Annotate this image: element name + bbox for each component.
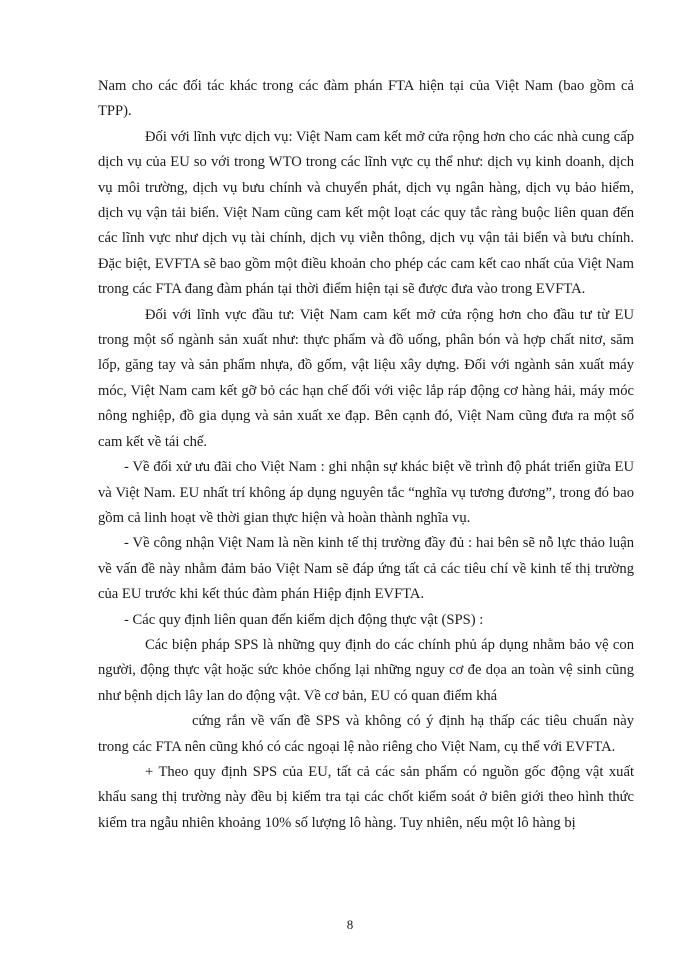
paragraph-sps-measures: Các biện pháp SPS là những quy định do các chính phủ áp dụng nhằm bảo vệ con người, động thực vật hoặc sức khỏe chống lại những nguy cơ đe dọa an toàn vệ sinh cũng như bệnh dịch lây lan do động vật. Về cơ bản, EU có quan điểm khá	[98, 636, 634, 704]
paragraph-continuation: Nam cho các đối tác khác trong các đàm phán FTA hiện tại của Việt Nam (bao gồm cả TPP).	[98, 78, 634, 120]
paragraph-market-economy: - Về công nhận Việt Nam là nền kinh tế thị trường đầy đủ : hai bên sẽ nỗ lực thảo luận về vấn đề này nhằm đảm bảo Việt Nam sẽ đáp ứng tất cả các tiêu chí về kinh tế thị trường của EU trước khi kết thúc đàm phán Hiệp định EVFTA.	[98, 535, 634, 603]
paragraph-sps-inspection: + Theo quy định SPS của EU, tất cả các sản phẩm có nguồn gốc động vật xuất khẩu sang thị trường này đều bị kiểm tra tại các chốt kiểm soát ở biên giới theo hình thức kiểm tra ngẫu nhiên khoảng 10% số lượng lô hàng. Tuy nhiên, nếu một lô hàng bị	[98, 763, 634, 831]
paragraph-investment: Đối với lĩnh vực đầu tư: Việt Nam cam kết mở cửa rộng hơn cho đầu tư từ EU trong một số ngành sản xuất như: thực phẩm và đồ uống, phân bón và hợp chất nitơ, săm lốp, găng tay và sản phẩm nhựa, đồ gốm, vật liệu xây dựng. Đối với ngành sản xuất máy móc, Việt Nam cam kết gỡ bỏ các hạn chế đối với việc lắp ráp động cơ hàng hải, máy móc nông nghiệp, đồ gia dụng và sản xuất xe đạp. Bên cạnh đó, Việt Nam cũng đưa ra một số cam kết về tái chế.	[98, 306, 634, 450]
paragraph-sps-strict: cứng rắn về vấn đề SPS và không có ý định hạ thấp các tiêu chuẩn này trong các FTA nên cũng khó có các ngoại lệ nào riêng cho Việt Nam, cụ thể với EVFTA.	[98, 713, 634, 755]
body-text	[98, 74, 634, 836]
page-number: 8	[346, 917, 354, 932]
paragraph-preferential-treatment: - Về đối xử ưu đãi cho Việt Nam : ghi nhận sự khác biệt về trình độ phát triển giữa EU và Việt Nam. EU nhất trí không áp dụng nguyên tắc “nghĩa vụ tương đương”, trong đó bao gồm cả linh hoạt về thời gian thực hiện và hoàn thành nghĩa vụ.	[98, 459, 634, 526]
paragraph-services: Đối với lĩnh vực dịch vụ: Việt Nam cam kết mở cửa rộng hơn cho các nhà cung cấp dịch vụ của EU so với trong WTO trong các lĩnh vực cụ thể như: dịch vụ kinh doanh, dịch vụ môi trường, dịch vụ bưu chính và chuyển phát, dịch vụ ngân hàng, dịch vụ bảo hiểm, dịch vụ vận tải biển. Việt Nam cũng cam kết một loạt các quy tắc ràng buộc liên quan đến các lĩnh vực như dịch vụ tài chính, dịch vụ viễn thông, dịch vụ vận tải biển và bưu chính. Đặc biệt, EVFTA sẽ bao gồm một điều khoản cho phép các cam kết cao nhất của Việt Nam trong các FTA đang đàm phán tại thời điểm hiện tại sẽ được đưa vào trong EVFTA.	[98, 128, 634, 298]
paragraph-sps-heading: - Các quy định liên quan đến kiểm dịch động thực vật (SPS) :	[124, 611, 484, 628]
